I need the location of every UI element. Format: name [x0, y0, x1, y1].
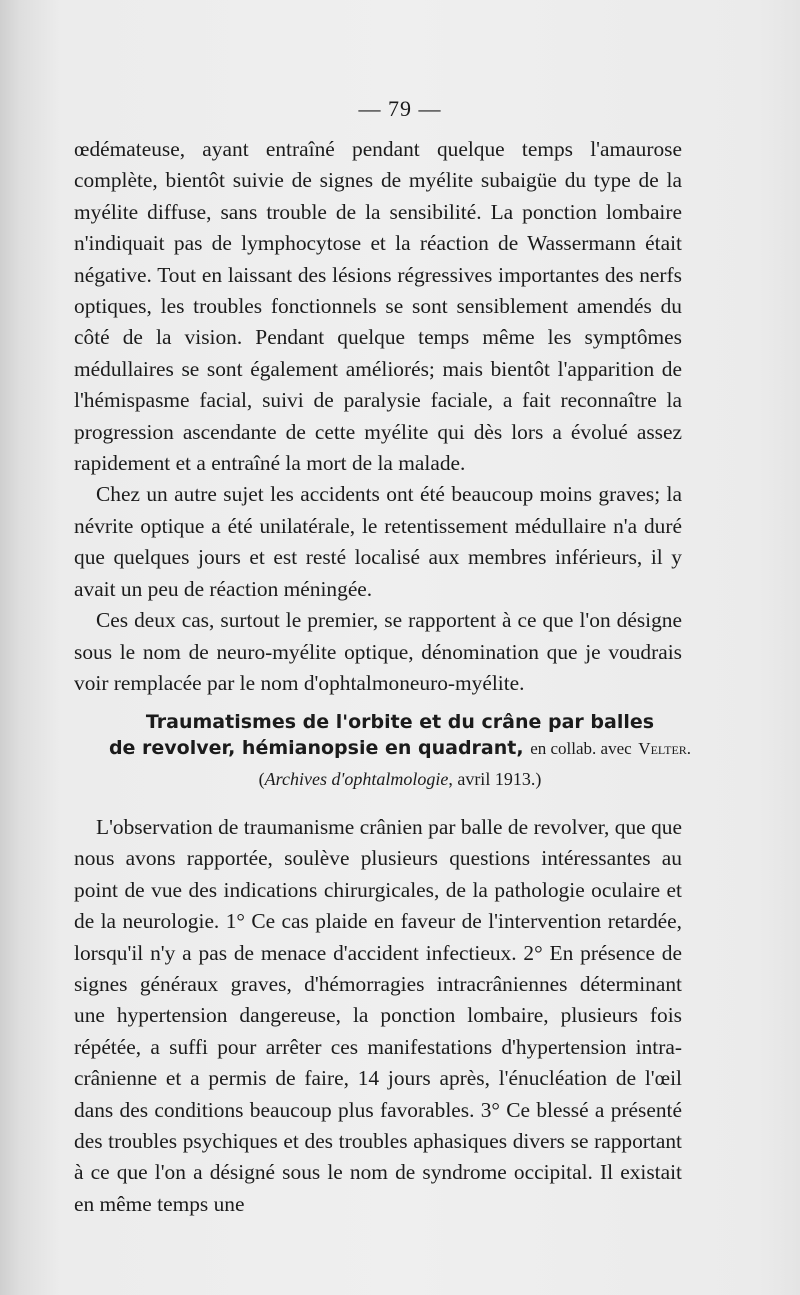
paragraph-second-case: Chez un autre sujet les accidents ont été beaucoup moins graves; la névrite optique a été unilatérale, le retentissement médullaire n'a duré que quelques jours et est resté localisé aux membres inférieurs, il y avait un peu de réaction méningée. — [74, 482, 682, 601]
article-paragraph: L'observation de traumanisme crânien par balle de revolver, que que nous avons rapportée, soulève plusieurs questions intéressantes au point de vue des indications chirurgicales, de la pathologie oculaire et de la neurologie. 1° Ce cas plaide en faveur de l'intervention retardée, lorsqu'il n'y a pas de menace d'accident infectieux. 2° En présence de signes généraux graves, d'hémorragies intracrâniennes déterminant une hypertension dangereuse, la ponction lombaire, plusieurs fois répétée, a suffi pour arrêter ces manifestations d'hypertension intra-crânienne et a permis de faire, 14 jours après, l'énucléation de l'œil dans des conditions beaucoup plus favorables. 3° Ce blessé a présenté des troubles psychiques et des troubles aphasiques divers se rapportant à ce que l'on a désigné sous le nom de syndrome occipital. Il existait en même temps une — [74, 815, 682, 1216]
citation-open: ( — [258, 769, 265, 789]
article-title-line-2 — [40, 735, 760, 762]
article-title-line-2-text: de revolver, hémianopsie en quadrant, — [108, 737, 524, 759]
collab-name: Velter. — [638, 739, 692, 758]
collab-text: en collab. avec — [530, 739, 632, 758]
article-citation — [0, 766, 800, 792]
paragraph-conclusion: Ces deux cas, surtout le premier, se rapportent à ce que l'on désigne sous le nom de neuro-myélite optique, dénomination que je voudrais voir remplacée par le nom d'ophtalmoneuro-myélite. — [74, 608, 682, 695]
paragraph-continuation: œdémateuse, ayant entraîné pendant quelque temps l'amaurose complète, bientôt suivie de signes de myélite subaigüe du type de la myélite diffuse, sans trouble de la sensibilité. La ponction lombaire n'indiquait pas de lymphocytose et la réaction de Wassermann était négative. Tout en laissant des lésions régressives importantes des nerfs optiques, les troubles fonctionnels se sont sensiblement amendés du côté de la vision. Pendant quelque temps même les symptômes médullaires se sont également améliorés; mais bientôt l'apparition de l'hémispasme facial, suivi de paralysie faciale, a fait reconnaître la progression ascendante de cette myélite qui dès lors a évolué assez rapidement et a entraîné la mort de la malade. — [74, 137, 682, 476]
article-body — [74, 812, 682, 1220]
citation-date: , avril 1913.) — [448, 769, 542, 789]
page-number: — 79 — — [358, 96, 442, 121]
article-title-line-1: Traumatismes de l'orbite et du crâne par balles — [145, 711, 655, 733]
top-section — [74, 134, 682, 699]
citation-journal: Archives d'ophtalmologie — [264, 769, 449, 789]
